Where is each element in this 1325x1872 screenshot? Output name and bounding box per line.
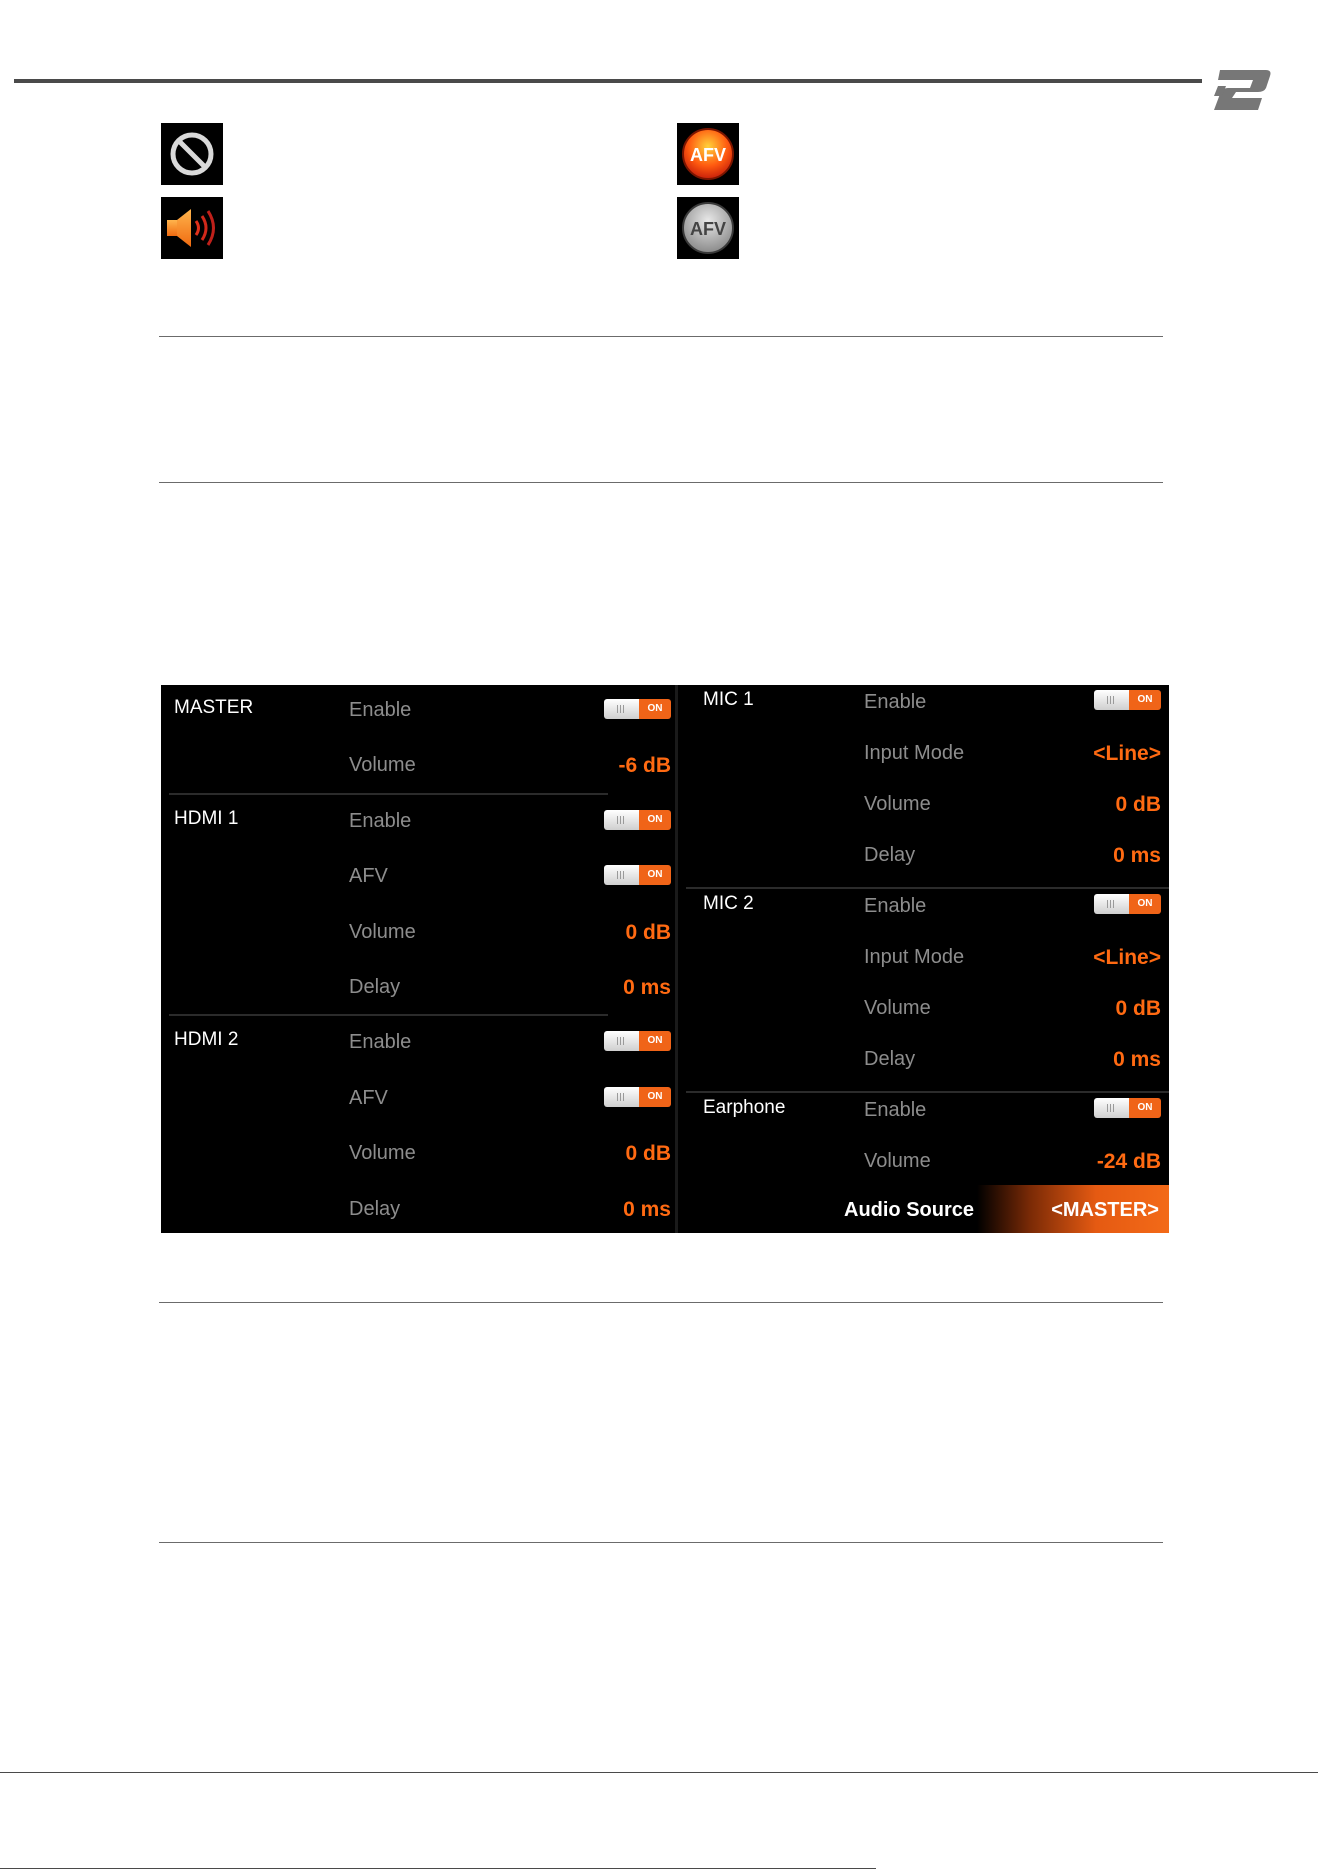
toggle-on-label: ON — [639, 1031, 671, 1051]
audio-source-value[interactable]: <MASTER> — [1051, 1199, 1159, 1221]
section-title-hdmi-1: HDMI 1 — [174, 807, 239, 829]
mic-1-volume-label: Volume — [864, 793, 931, 815]
mic-2-input-mode-value[interactable]: <Line> — [1093, 946, 1161, 969]
mic-2-enable-label: Enable — [864, 895, 927, 917]
audio-column-right — [678, 685, 1169, 1233]
mic-1-enable-toggle[interactable] — [1094, 690, 1161, 710]
master-enable-toggle[interactable] — [604, 699, 671, 719]
footer-rule — [0, 1772, 1318, 1773]
mic-1-input-mode-label: Input Mode — [864, 742, 965, 764]
master-volume-value[interactable]: -6 dB — [618, 754, 671, 778]
mic-1-volume-value[interactable]: 0 dB — [1115, 793, 1161, 816]
section-title-mic-2: MIC 2 — [703, 893, 754, 914]
toggle-on-label: ON — [1129, 690, 1161, 710]
earphone-enable-label: Enable — [864, 1099, 927, 1121]
hdmi-1-delay-value[interactable]: 0 ms — [623, 976, 671, 999]
mic-1-input-mode-value[interactable]: <Line> — [1093, 742, 1161, 765]
hdmi-1-volume-label: Volume — [349, 920, 416, 943]
toggle-knob — [1094, 894, 1129, 914]
header-rule — [14, 79, 1202, 83]
toggle-on-label: ON — [639, 865, 671, 885]
afv-off-icon — [677, 197, 739, 259]
hdmi-2-volume-label: Volume — [349, 1142, 416, 1165]
speaker-icon — [161, 197, 223, 259]
toggle-knob — [604, 699, 639, 719]
toggle-knob — [604, 1087, 639, 1107]
bottom-rule — [0, 1868, 876, 1869]
hdmi-2-volume-value[interactable]: 0 dB — [625, 1142, 671, 1166]
mic-2-delay-label: Delay — [864, 1048, 916, 1070]
toggle-knob — [604, 810, 639, 830]
audio-source-label: Audio Source — [844, 1199, 975, 1221]
earphone-volume-label: Volume — [864, 1150, 931, 1172]
mic-2-enable-toggle[interactable] — [1094, 894, 1161, 914]
mic-2-input-mode-label: Input Mode — [864, 946, 965, 968]
mic-2-volume-label: Volume — [864, 997, 931, 1019]
brand-logo-icon — [1206, 64, 1276, 114]
toggle-knob — [604, 865, 639, 885]
hdmi-2-enable-label: Enable — [349, 1031, 412, 1054]
hdmi-2-delay-label: Delay — [349, 1197, 401, 1220]
section-divider — [169, 1014, 608, 1016]
section-title-hdmi-2: HDMI 2 — [174, 1029, 239, 1051]
divider — [159, 336, 1163, 337]
toggle-on-label: ON — [1129, 894, 1161, 914]
section-title-master: MASTER — [174, 697, 254, 718]
hdmi-2-enable-toggle[interactable] — [604, 1031, 671, 1051]
mic-1-delay-value[interactable]: 0 ms — [1113, 844, 1161, 867]
toggle-on-label: ON — [639, 810, 671, 830]
divider — [159, 1302, 1163, 1303]
section-divider — [169, 793, 608, 795]
svg-text:AFV: AFV — [690, 219, 726, 239]
toggle-on-label: ON — [1129, 1098, 1161, 1118]
earphone-volume-value[interactable]: -24 dB — [1096, 1150, 1161, 1173]
mic-2-volume-value[interactable]: 0 dB — [1115, 997, 1161, 1020]
toggle-on-label: ON — [639, 699, 671, 719]
earphone-enable-toggle[interactable] — [1094, 1098, 1161, 1118]
hdmi-1-enable-label: Enable — [349, 809, 412, 832]
mute-icon — [161, 123, 223, 185]
section-title-earphone: Earphone — [703, 1097, 786, 1118]
mic-1-delay-label: Delay — [864, 844, 916, 866]
audio-settings-panel — [161, 685, 1169, 1233]
toggle-knob — [1094, 690, 1129, 710]
hdmi-2-delay-value[interactable]: 0 ms — [623, 1197, 671, 1221]
divider — [159, 1542, 1163, 1543]
audio-column-left — [161, 685, 678, 1233]
mic-2-delay-value[interactable]: 0 ms — [1113, 1048, 1161, 1071]
divider — [159, 482, 1163, 483]
afv-on-icon — [677, 123, 739, 185]
toggle-knob — [604, 1031, 639, 1051]
section-title-mic-1: MIC 1 — [703, 689, 754, 710]
svg-text:AFV: AFV — [690, 145, 726, 165]
master-volume-label: Volume — [349, 754, 416, 777]
section-divider — [686, 887, 1169, 889]
hdmi-2-afv-label: AFV — [349, 1086, 388, 1109]
master-enable-label: Enable — [349, 699, 412, 721]
hdmi-1-delay-label: Delay — [349, 976, 401, 998]
hdmi-1-afv-toggle[interactable] — [604, 865, 671, 885]
section-divider — [686, 1091, 1169, 1093]
hdmi-2-afv-toggle[interactable] — [604, 1087, 671, 1107]
toggle-on-label: ON — [639, 1087, 671, 1107]
hdmi-1-enable-toggle[interactable] — [604, 810, 671, 830]
hdmi-1-afv-label: AFV — [349, 865, 388, 888]
mic-1-enable-label: Enable — [864, 691, 927, 713]
hdmi-1-volume-value[interactable]: 0 dB — [625, 920, 671, 944]
toggle-knob — [1094, 1098, 1129, 1118]
